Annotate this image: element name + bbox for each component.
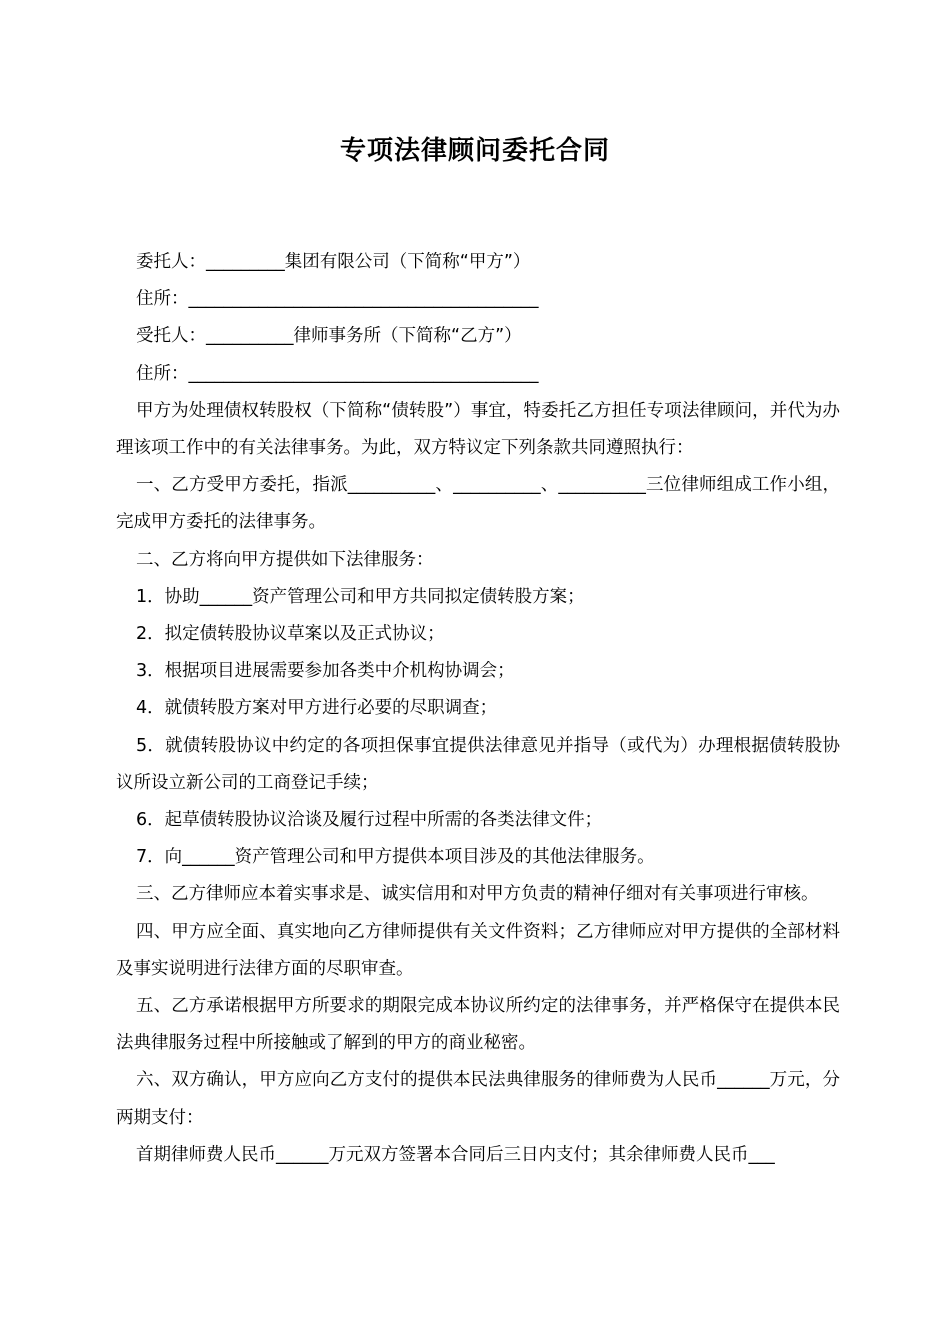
clause-4: 四、甲方应全面、真实地向乙方律师提供有关文件资料；乙方律师应对甲方提供的全部材料及事实说明进行法律方面的尽职审查。 <box>116 921 840 979</box>
clause-2: 二、乙方将向甲方提供如下法律服务： <box>136 549 434 570</box>
preamble-paragraph: 甲方为处理债权转股权（下简称“债转股”）事宜，特委托乙方担任专项法律顾问，并代为办理该项工作中的有关法律事务。为此，双方特议定下列条款共同遵照执行： <box>116 400 840 459</box>
clause-2-item-1: 1．协助______资产管理公司和甲方共同拟定债转股方案； <box>136 586 585 607</box>
party-a-line: 委托人：_________集团有限公司（下简称“甲方”） <box>136 252 531 272</box>
clause-2-item-7: 7．向______资产管理公司和甲方提供本项目涉及的其他法律服务。 <box>136 847 655 868</box>
document-title: 专项法律顾问委托合同 <box>339 136 610 166</box>
clause-1: 一、乙方受甲方委托，指派__________、__________、__________三位律师组成工作小组，完成甲方委托的法律事务。 <box>116 475 840 533</box>
clause-2-item-3: 3．根据项目进展需要参加各类中介机构协调会； <box>136 661 515 682</box>
clause-6: 六、双方确认，甲方应向乙方支付的提供本民法典律服务的律师费为人民币______万元，分两期支付： <box>116 1070 840 1128</box>
clause-5: 五、乙方承诺根据甲方所要求的期限完成本协议所约定的法律事务，并严格保守在提供本民法典律服务过程中所接触或了解到的甲方的商业秘密。 <box>116 996 840 1054</box>
clause-3: 三、乙方律师应本着实事求是、诚实信用和对甲方负责的精神仔细对有关事项进行审核。 <box>136 884 819 905</box>
party-b-line: 受托人：__________律师事务所（下简称“乙方”） <box>136 326 522 347</box>
clause-2-item-6: 6．起草债转股协议洽谈及履行过程中所需的各类法律文件； <box>136 810 603 831</box>
clause-6-payment: 首期律师费人民币______万元双方签署本合同后三日内支付；其余律师费人民币___ <box>136 1144 775 1165</box>
clause-2-item-2: 2．拟定债转股协议草案以及正式协议； <box>136 624 445 645</box>
document-body <box>116 244 840 1174</box>
clause-2-item-5: 5．就债转股协议中约定的各项担保事宜提供法律意见并指导（或代为）办理根据债转股协议所设立新公司的工商登记手续； <box>116 735 840 793</box>
party-a-address-line: 住所：________________________________________ <box>136 289 539 310</box>
clause-2-item-4: 4．就债转股方案对甲方进行必要的尽职调查； <box>136 698 498 719</box>
party-b-address-line: 住所：________________________________________ <box>136 363 539 384</box>
